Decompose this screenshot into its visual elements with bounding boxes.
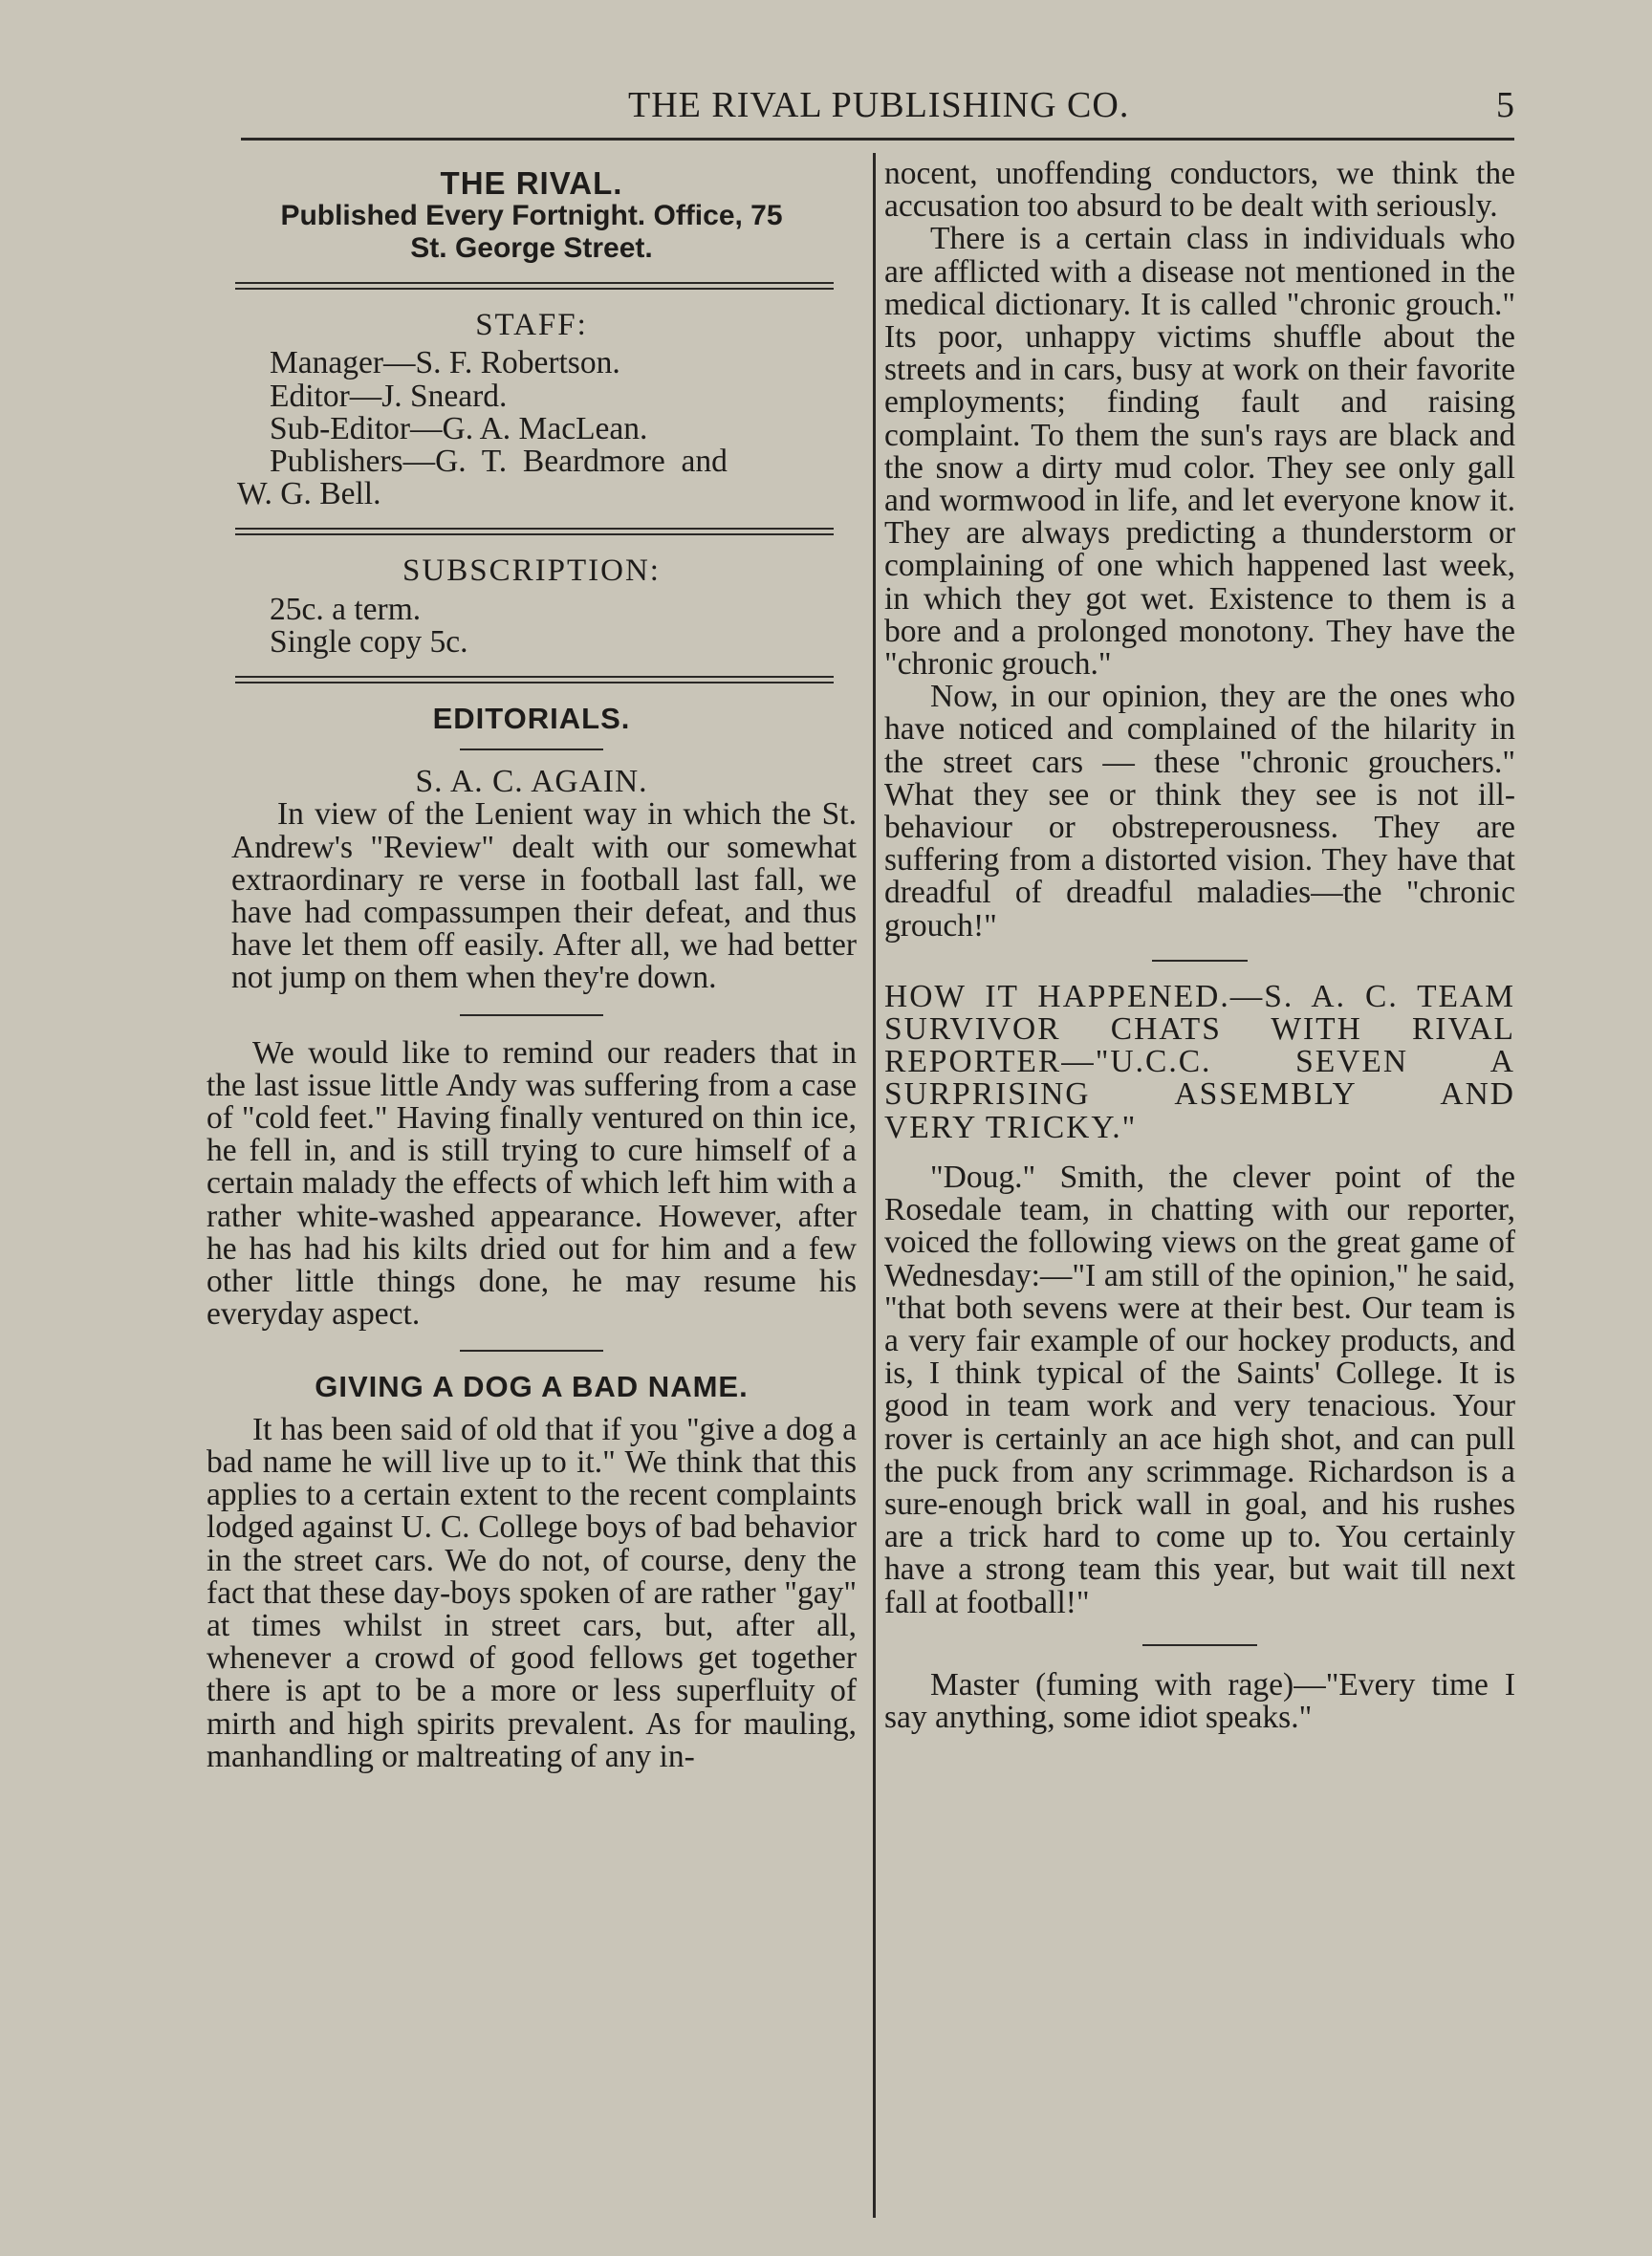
staff-publishers: Publishers—G. T. Beardmore and bbox=[270, 444, 728, 480]
andy-paragraph: We would like to remind our readers that in the last issue little Andy was suffering from a case of "cold feet." Having finally ventured on thin ice, he fell in, and is still trying to cure himself of a certain malady the effects of which left him with a rather white-washed appearance. However, after he has had his kilts dried out for him and a few other little things done, he may resume his everyday aspect. bbox=[206, 1034, 857, 1333]
column-divider bbox=[873, 153, 876, 2218]
how-heading-last: VERY TRICKY." bbox=[884, 1109, 1138, 1145]
short-rule bbox=[460, 1014, 603, 1016]
short-rule bbox=[1152, 960, 1248, 962]
subscription-term: 25c. a term. bbox=[270, 591, 422, 627]
subscription-heading: SUBSCRIPTION: bbox=[402, 553, 661, 589]
masthead-title: THE RIVAL. bbox=[440, 165, 623, 201]
section-rule bbox=[235, 676, 834, 683]
master-paragraph: Master (fuming with rage)—"Every time I say anything, some idiot speaks." bbox=[884, 1666, 1515, 1735]
dog-paragraph: It has been said of old that if you "give a dog a bad name he will live up to it." We think that this applies to a certain extent to the recent complaints lodged against U. C. College boys of bad behavior in the street cars. We do not, of course, deny the fact that these day-boys spoken of are rather "gay" at times whilst in street cars, but, after all, whenever a crowd of good fellows get together there is apt to be a more or less superfluity of mirth and high spirits prevalent. As for mauling, manhandling or maltreating of any in- bbox=[206, 1411, 857, 1774]
subscription-single: Single copy 5c. bbox=[270, 623, 468, 660]
section-rule bbox=[235, 282, 834, 290]
how-paragraph: "Doug." Smith, the clever point of the Rosedale team, in chatting with our reporter, voiced the following views on the great game of Wednesday:—"I am still of the opinion," he said, "that both sevens were at their best. Our team is a very fair example of our hockey products, and is, I think typical of the Saints' College. It is good in team work and very tenacious. Your rover is certainly an ace high shot, and can pull the puck from any scrimmage. Richardson is a sure-enough brick wall in goal, and his rushes are a trick hard to come up to. You certainly have a strong team this year, but wait till next fall at football!" bbox=[884, 1159, 1515, 1620]
page-number: 5 bbox=[1496, 85, 1514, 125]
how-heading: HOW IT HAPPENED.—S. A. C. TEAM SURVIVOR CHATS WITH RIVAL REPORTER—"U.C.C. SEVEN A SURPRISING ASSEMBLY AND bbox=[884, 978, 1515, 1113]
running-title: THE RIVAL PUBLISHING CO. bbox=[628, 85, 1130, 125]
left-column bbox=[206, 158, 857, 1773]
section-rule bbox=[235, 528, 834, 535]
right-column bbox=[884, 158, 1515, 1734]
sac-paragraph: In view of the Lenient way in which the St. Andrew's "Review" dealt with our somewhat extraordinary re verse in football last fall, we have had compassumpen their defeat, and thus have let them off easily. After all, we had better not jump on them when they're down. bbox=[231, 796, 857, 996]
header-rule bbox=[241, 138, 1514, 141]
short-rule bbox=[460, 748, 603, 750]
dog-heading: GIVING A DOG A BAD NAME. bbox=[315, 1370, 749, 1404]
grouch-paragraph-2: Now, in our opinion, they are the ones who have noticed and complained of the hilarity in the street cars — these "chronic grouchers." What they see or think they see is not ill-behaviour or obstreperousness. They are suffering from a distorted vision. They have that dreadful of dreadful maladies—the "chronic grouch!" bbox=[884, 679, 1515, 944]
staff-sub-editor: Sub-Editor—G. A. MacLean. bbox=[270, 410, 648, 446]
editorials-heading: EDITORIALS. bbox=[432, 702, 631, 736]
staff-publishers-cont: W. G. Bell. bbox=[237, 476, 381, 512]
sac-heading: S. A. C. AGAIN. bbox=[415, 764, 648, 800]
staff-manager: Manager—S. F. Robertson. bbox=[270, 345, 620, 381]
masthead-line-2: St. George Street. bbox=[410, 232, 653, 265]
staff-editor: Editor—J. Sneard. bbox=[270, 378, 508, 414]
staff-heading: STAFF: bbox=[475, 308, 588, 343]
dog-paragraph-cont: nocent, unoffending conductors, we think the accusation too absurd to be dealt with seriously. bbox=[884, 156, 1515, 225]
page-header bbox=[241, 84, 1514, 132]
grouch-paragraph-1: There is a certain class in individuals who are afflicted with a disease not mentioned in the medical dictionary. It is called "chronic grouch." Its poor, unhappy victims shuffle about the streets and in cars, busy at work on their favorite employments; finding fault and raising complaint. To them the sun's rays are black and the snow a dirty mud color. They see only gall and wormwood in life, and let everyone know it. They are always predicting a thunderstorm or complaining of one which happened last week, in which they got wet. Existence to them is a bore and a prolonged monotony. They have the "chronic grouch." bbox=[884, 221, 1515, 683]
masthead-line-1: Published Every Fortnight. Office, 75 bbox=[280, 200, 783, 232]
short-rule bbox=[1142, 1644, 1257, 1646]
short-rule bbox=[460, 1350, 603, 1352]
